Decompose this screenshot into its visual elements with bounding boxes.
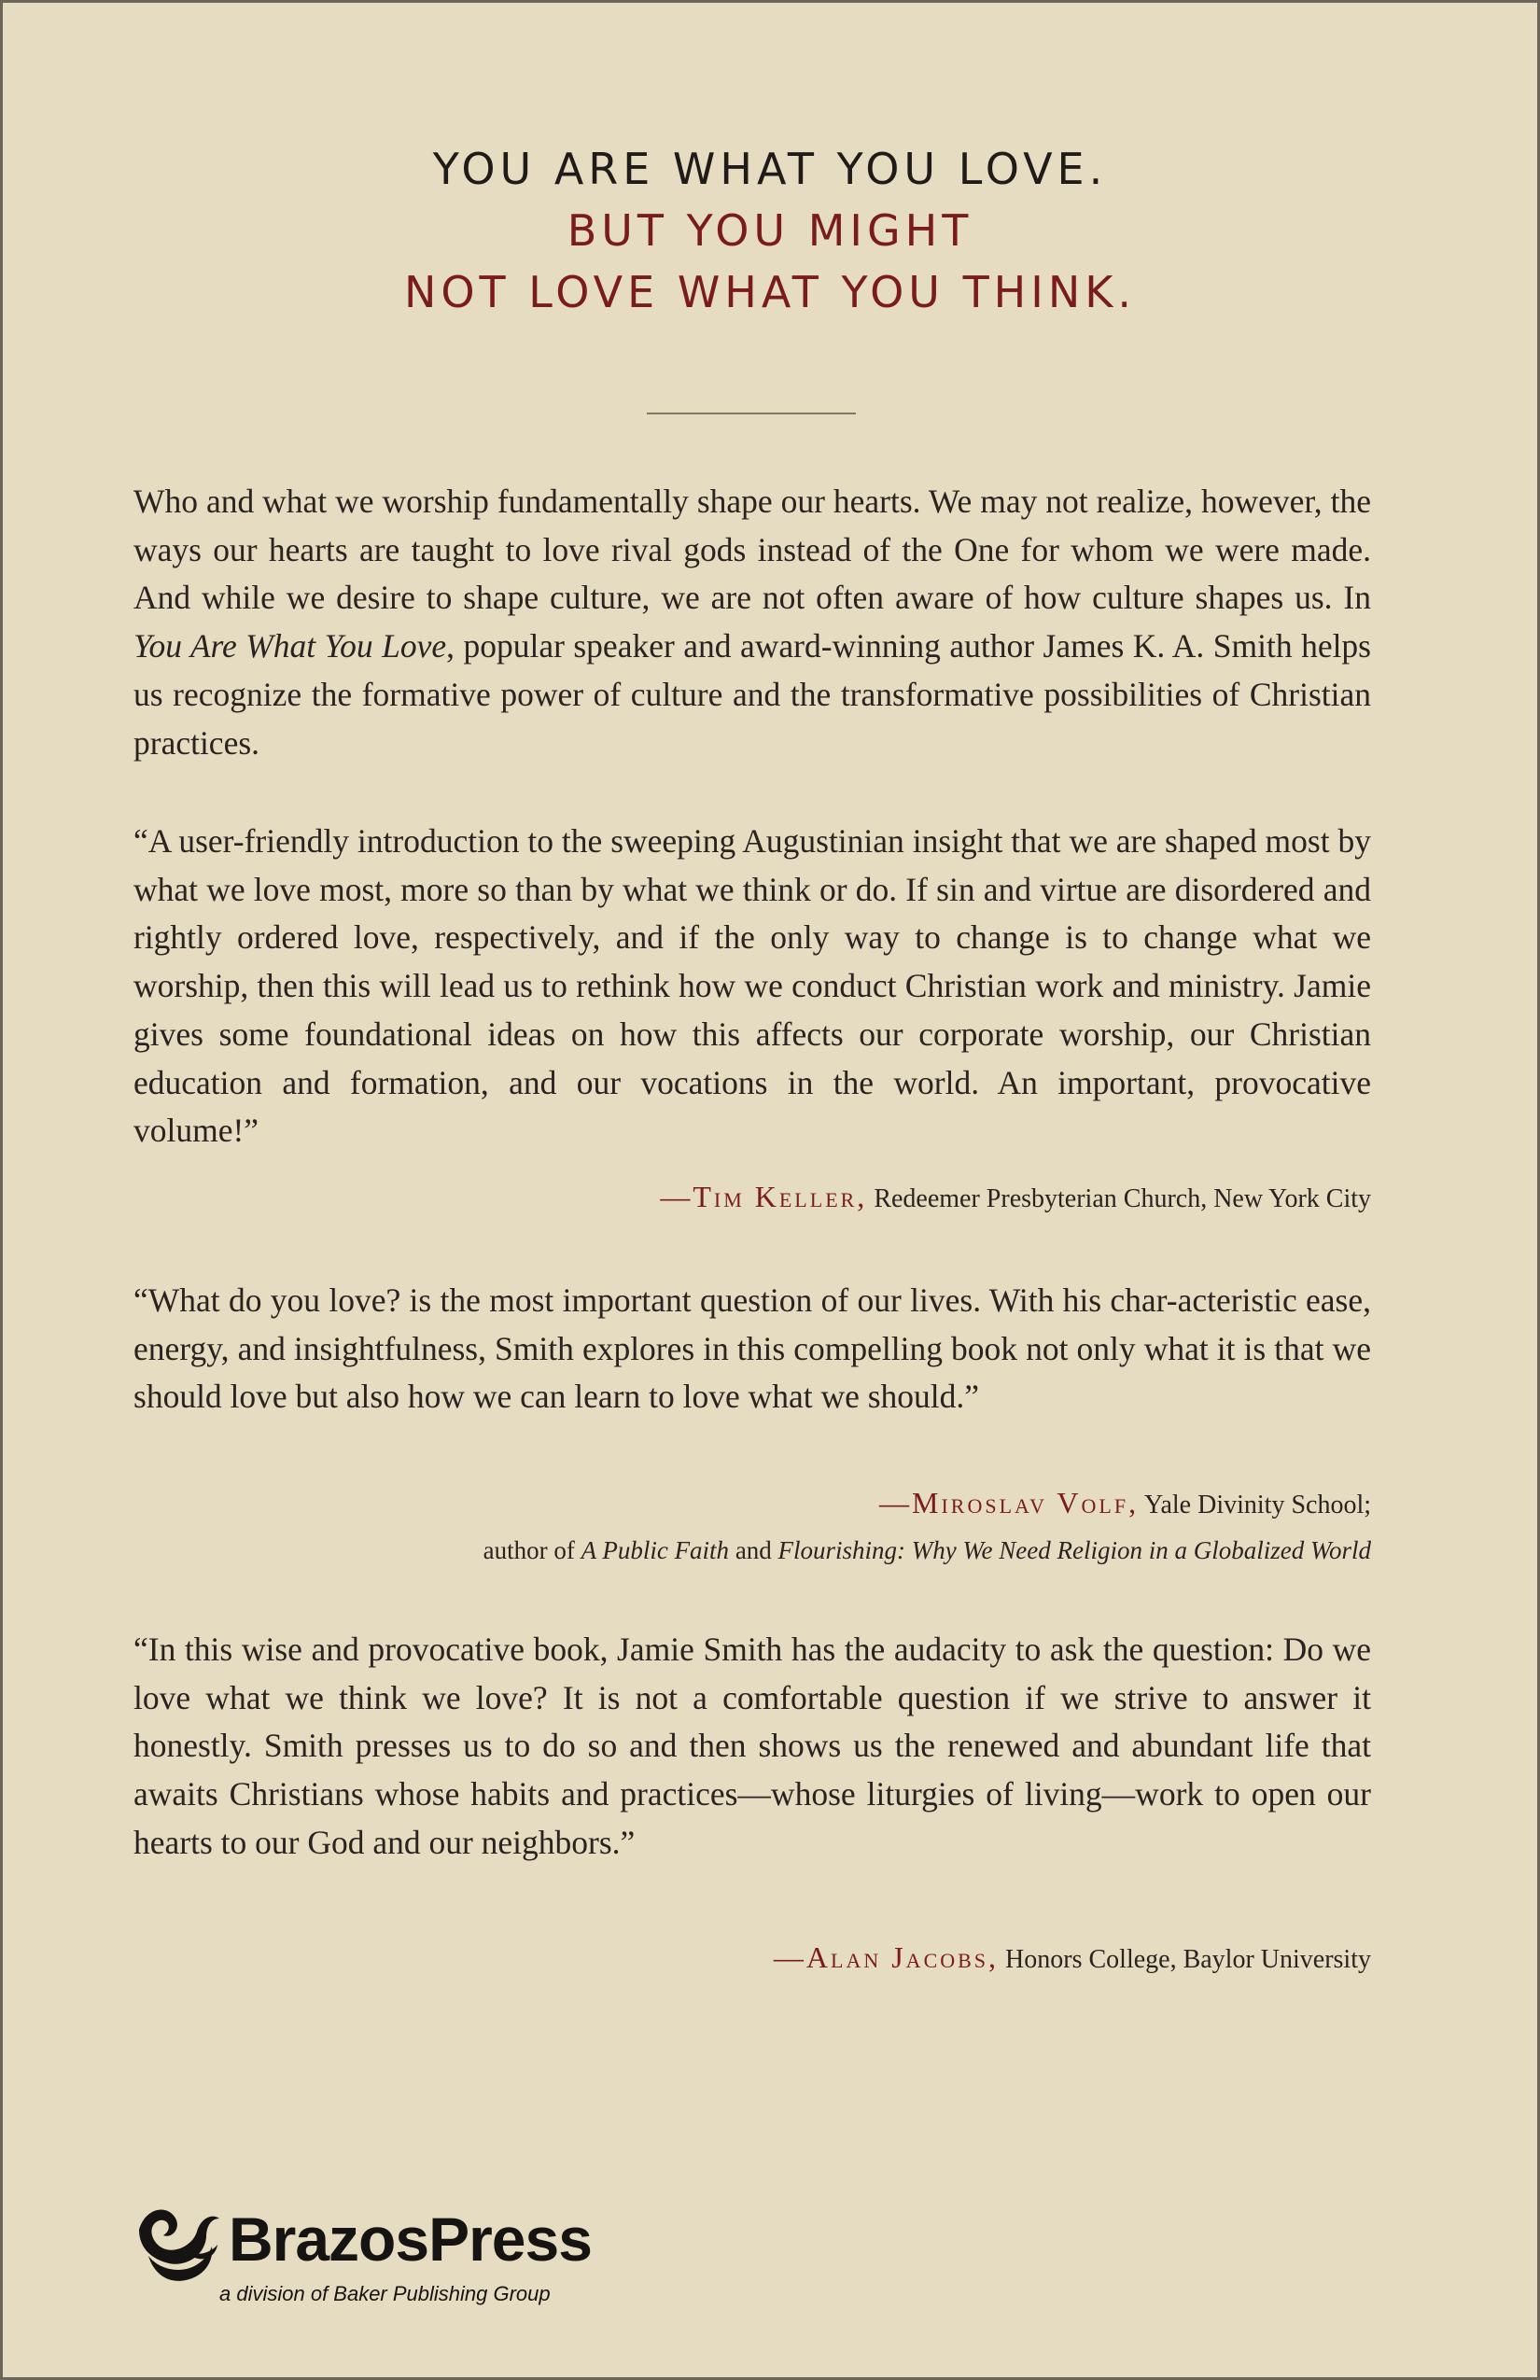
endorser-affiliation: Honors College, Baylor University (1005, 1945, 1371, 1974)
book-title-public-faith: A Public Faith (581, 1536, 730, 1564)
endorser-name: —Alan Jacobs, (773, 1940, 1000, 1974)
endorsement-quote-keller: “A user-friendly introduction to the sweeping Augustinian insight that we are shaped most by what we love most, more so than by what we think or do. If sin and virtue are disordered and rightly ordered love, respectively, and if the only way to change is to change what we worship, then this will lead us to rethink how we conduct Christian work and ministry. Jamie gives some foundational ideas on how this affects our corporate worship, our Christian education and formation, and our vocations in the world. An important, provocative volume!” (133, 822, 1371, 1150)
headline-line-2: BUT YOU MIGHT (567, 205, 973, 256)
endorsement-attribution-volf (879, 1484, 1371, 1524)
credentials-conjunction: and (729, 1536, 778, 1564)
endorsement-attribution-jacobs (774, 1939, 1371, 1979)
book-title-flourishing: Flourishing: Why We Need Religion in a Globalized World (777, 1536, 1371, 1564)
endorsement-quote-jacobs: “In this wise and provocative book, Jamie Smith has the audacity to ask the question: Do we love what we think we love? It is not a comfortable question if we strive to answer it honestly. Smith presses us to do so and then shows us the renewed and abundant life that awaits Christians whose habits and practices—whose liturgies of living—work to open our hearts to our God and our neighbors.” (133, 1631, 1371, 1861)
divider-rule (647, 413, 856, 414)
book-description (133, 478, 1371, 767)
headline (0, 138, 1540, 323)
endorser-name: —Tim Keller, (660, 1180, 868, 1213)
brazos-river-icon (132, 2198, 225, 2291)
description-text-a: Who and what we worship fundamentally shape our hearts. We may not realize, however, the ways our hearts are taught to love rival gods instead of the One for whom we were made. And while we desire to shape culture, we are not often aware of how culture shapes us. In (133, 483, 1371, 617)
publisher-tagline: a division of Baker Publishing Group (219, 2282, 551, 2305)
publisher-name: BrazosPress (229, 2205, 592, 2274)
endorsement-attribution-keller (660, 1178, 1371, 1218)
endorser-affiliation: Yale Divinity School; (1144, 1491, 1371, 1519)
headline-line-3: NOT LOVE WHAT YOU THINK. (403, 267, 1137, 317)
endorser-credentials-volf (483, 1532, 1371, 1569)
endorser-name: —Miroslav Volf, (879, 1486, 1140, 1519)
credentials-prefix: author of (483, 1536, 581, 1564)
endorsement-quote-volf: “What do you love? is the most important question of our lives. With his char-acteristic ease, energy, and insightfulness, Smith explores in this compelling book not only what it is that we should love but also how we can learn to love what we should.” (133, 1281, 1371, 1416)
book-title: You Are What You Love (133, 627, 447, 665)
headline-line-1: YOU ARE WHAT YOU LOVE. (432, 144, 1108, 194)
endorser-affiliation: Redeemer Presbyterian Church, New York City (874, 1184, 1371, 1213)
description-text-b: , popular speaker and award-winning author James K. A. Smith helps us recognize the formative power of culture and the transformative possibilities of Christian practices. (133, 627, 1371, 762)
